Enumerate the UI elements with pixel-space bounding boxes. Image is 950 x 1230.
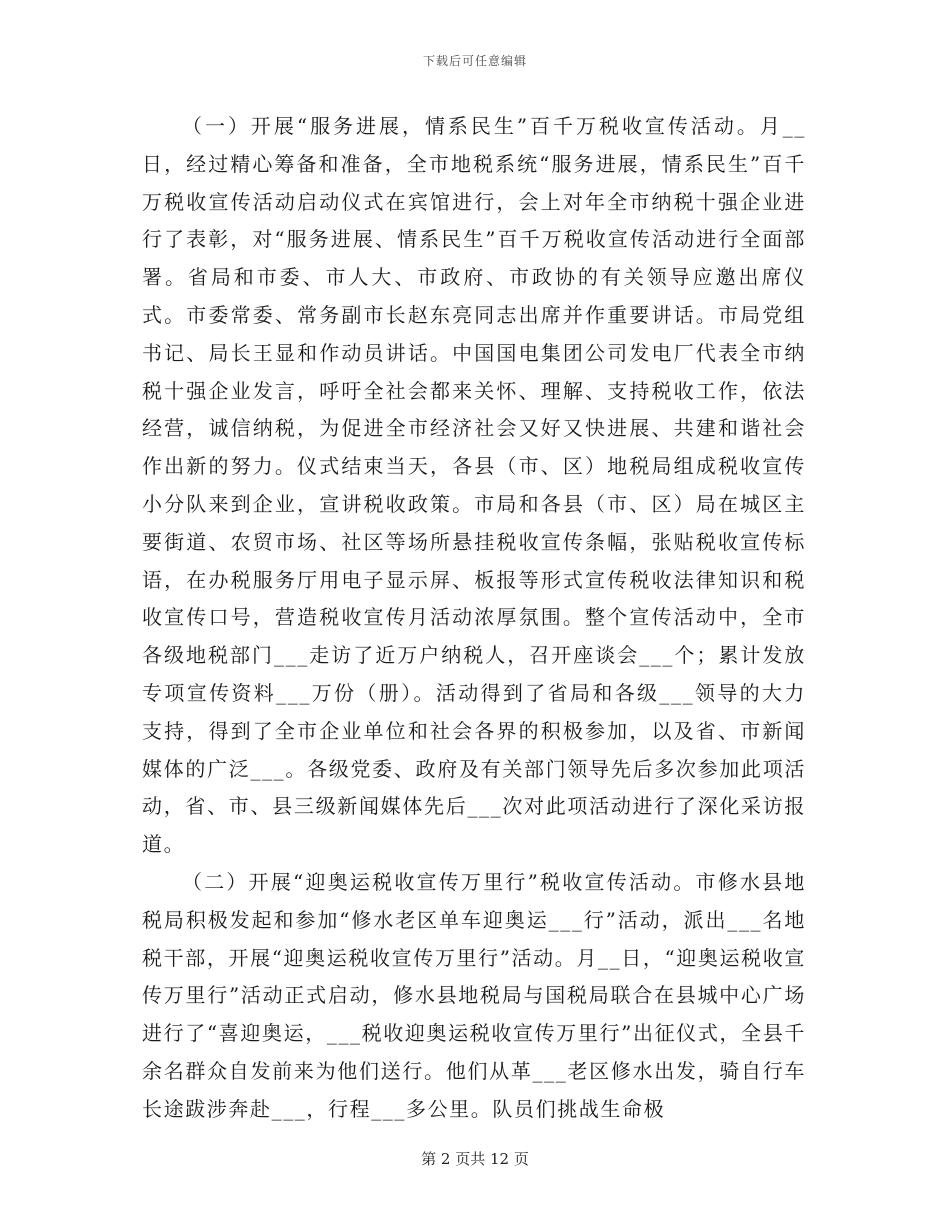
paragraph-1: （一）开展“服务进展，情系民生”百千万税收宣传活动。月__日，经过精心筹备和准备，全市地税系统“服务进展，情系民生”百千万税收宣传活动启动仪式在宾馆进行，会上对年全市纳税十强企业进行了表彰，对“服务进展、情系民生”百千万税收宣传活动进行全面部署。省局和市委、市人大、市政府、市政协的有关领导应邀出席仪式。市委常委、常务副市长赵东亮同志出席并作重要讲话。市局党组书记、局长王显和作动员讲话。中国国电集团公司发电厂代表全市纳税十强企业发言，呼吁全社会都来关怀、理解、支持税收工作，依法经营，诚信纳税，为促进全市经济社会又好又快进展、共建和谐社会作出新的努力。仪式结束当天，各县（市、区）地税局组成税收宣传小分队来到企业，宣讲税收政策。市局和各县（市、区）局在城区主要街道、农贸市场、社区等场所悬挂税收宣传条幅，张贴税收宣传标语，在办税服务厅用电子显示屏、板报等形式宣传税收法律知识和税收宣传口号，营造税收宣传月活动浓厚氛围。整个宣传活动中，全市各级地税部门___走访了近万户纳税人，召开座谈会___个；累计发放专项宣传资料___万份（册）。活动得到了省局和各级___领导的大力支持，得到了全市企业单位和社会各界的积极参加，以及省、市新闻媒体的广泛___。各级党委、政府及有关部门领导先后多次参加此项活动，省、市、县三级新闻媒体先后___次对此项活动进行了深化采访报道。 [142, 114, 806, 857]
page-number-footer: 第 2 页共 12 页 [421, 1150, 529, 1168]
page-header-note: 下载后可任意编辑 [422, 54, 527, 68]
paragraph-2: （二）开展“迎奥运税收宣传万里行”税收宣传活动。市修水县地税局积极发起和参加“修水老区单车迎奥运___行”活动，派出___名地税干部，开展“迎奥运税收宣传万里行”活动。月__日，“迎奥运税收宣传万里行”活动正式启动，修水县地税局与国税局联合在县城中心广场进行了“喜迎奥运，___税收迎奥运税收宣传万里行”出征仪式，全县千余名群众自发前来为他们送行。他们从革___老区修水出发，骑自行车长途跋涉奔赴___，行程___多公里。队员们挑战生命极 [142, 869, 806, 1121]
document-body [142, 108, 806, 1129]
